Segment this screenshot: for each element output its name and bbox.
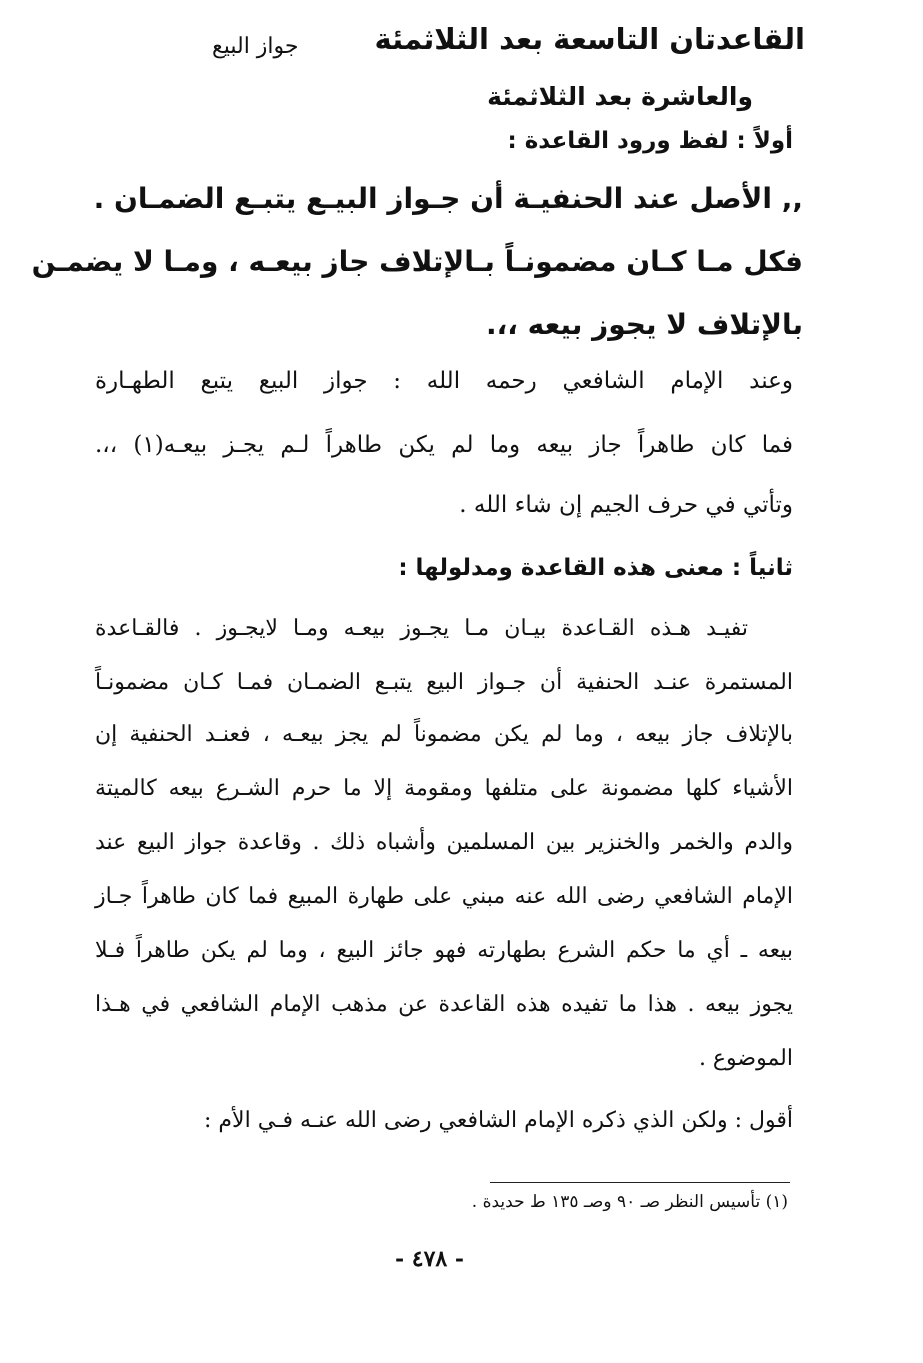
chapter-subtitle: والعاشرة بعد الثلاثمئة [487,82,753,111]
section1-heading: أولاً : لفظ ورود القاعدة : [507,128,793,154]
meaning-line: يجوز بيعه . هذا ما تفيده هذه القاعدة عن مذهب الإمام الشافعي في هـذا [95,992,793,1017]
shafii-line: وتأتي في حرف الجيم إن شاء الله . [459,492,793,518]
closing-line: أقول : ولكن الذي ذكره الإمام الشافعي رضى الله عنـه فـي الأم : [204,1108,793,1133]
page-number: - ٤٧٨ - [395,1246,465,1272]
footnote-divider [490,1182,790,1183]
quote-line: ,, الأصل عند الحنفيـة أن جـواز البيـع يتبـع الضمـان . [93,182,803,215]
meaning-line: الإمام الشافعي رضى الله عنه مبني على طهارة المبيع فما كان طاهراً جـاز [95,884,793,909]
quote-line: بالإتلاف لا يجوز بيعه ،،. [485,308,803,341]
meaning-line: بيعه ـ أي ما حكم الشرع بطهارته فهو جائز البيع ، وما لم يكن طاهراً فـلا [95,938,793,963]
running-head: جواز البيع [212,34,299,59]
shafii-line: فما كان طاهراً جاز بيعه وما لم يكن طاهراً لـم يجـز بيعـه(١) ،،. [95,432,793,458]
meaning-line: والدم والخمر والخنزير بين المسلمين وأشباه ذلك . وقاعدة جواز البيع عند [95,830,793,855]
quote-line: فكل مـا كـان مضمونـاً بـالإتلاف جاز بيعـه ، ومـا لا يضمـن [31,245,803,278]
meaning-line: بالإتلاف جاز بيعه ، وما لم يكن مضموناً لم يجز بيعـه ، فعنـد الحنفية إن [95,722,793,747]
meaning-line: تفيـد هـذه القـاعدة بيـان مـا يجـوز بيعـه ومـا لايجـوز . فالقـاعدة [95,616,748,641]
meaning-line: الأشياء كلها مضمونة على متلفها ومقومة إلا ما حرم الشـرع بيعه كالميتة [95,776,793,801]
footnote: (١) تأسيس النظر صـ ٩٠ وصـ ١٣٥ ط حديدة . [471,1192,788,1212]
meaning-line: الموضوع . [698,1046,793,1071]
section2-heading: ثانياً : معنى هذه القاعدة ومدلولها : [398,555,793,581]
shafii-line: وعند الإمام الشافعي رحمه الله : جواز البيع يتبع الطهـارة [95,368,793,394]
chapter-title: القاعدتان التاسعة بعد الثلاثمئة [374,22,805,56]
meaning-line: المستمرة عنـد الحنفية أن جـواز البيع يتبـع الضمـان فمـا كـان مضمونـاً [95,670,793,695]
